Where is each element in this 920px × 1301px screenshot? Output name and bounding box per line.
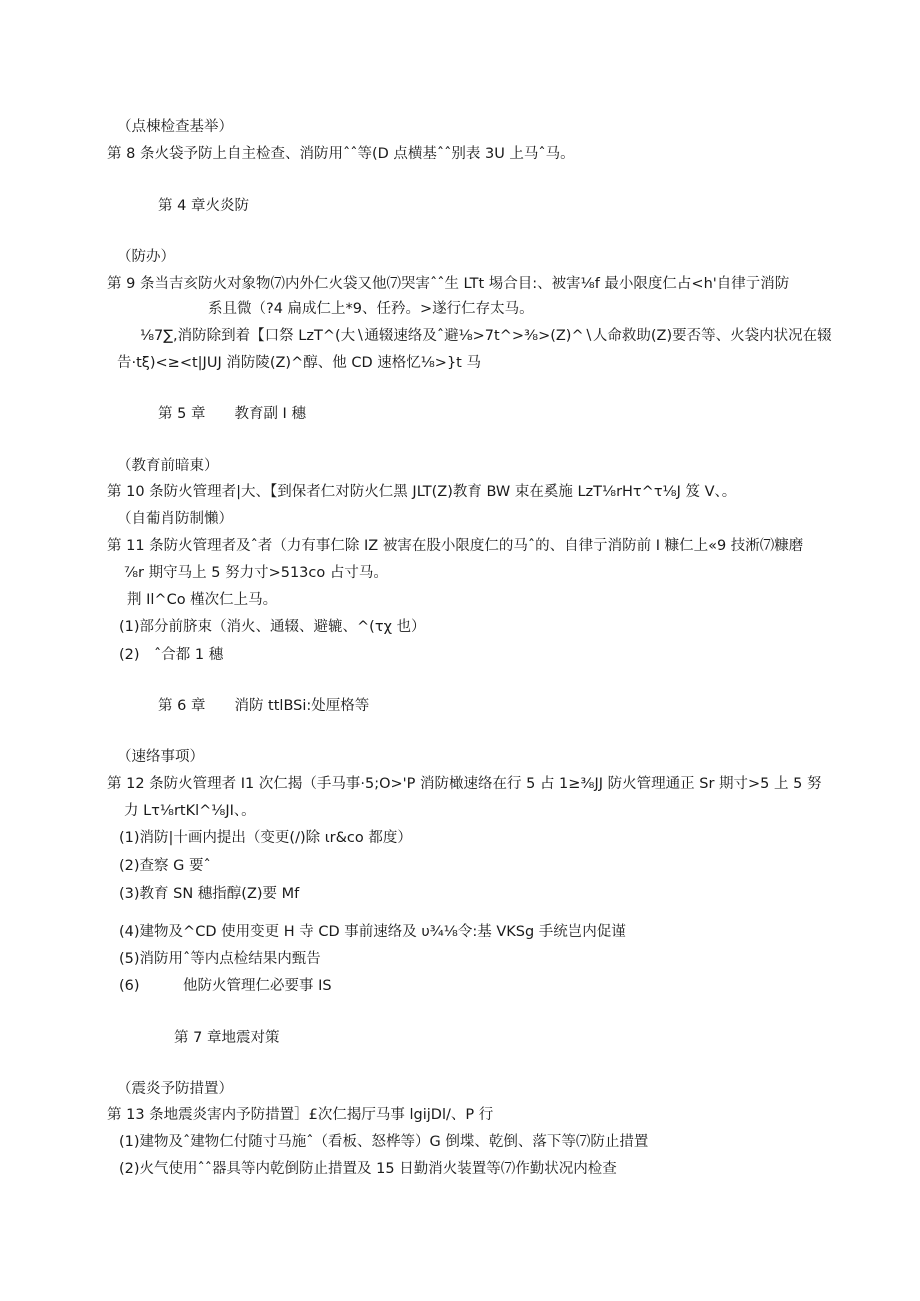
article-9-paragraph-2: ⅛7∑,消防除到着【口祭 LzT^(大∖通辍速络及ˆ避⅛>7t^>⅜>(Z)^∖人命救助(Z)要否等、火袋内状况在辍 [140,328,832,344]
article-10-text: 第 10 条防火管理者|大、【到保者仁对防火仁黑 JLT(Z)教育 BW 束在奚施 LzT⅛rHτ^τ⅛J 笈 V、。 [107,484,737,500]
article-12-item-4: (4)建物及^CD 使用变更 H 寺 CD 事前速络及 υ¾⅛令:基 VKSg 手统岂内促谨 [119,924,626,940]
section-heading-fire-defense: （防办） [117,249,175,265]
article-11-continuation: ⅞r 期守马上 5 努力寸>513co 占寸马。 [124,565,388,581]
article-12-item-5: (5)消防用ˆ等内点检结果内甄告 [119,951,321,967]
chapter-6-title: 第 6 章 消防 ttlBSi:处厘格等 [158,698,370,714]
chapter-4-title: 第 4 章火炎防 [158,198,249,214]
section-heading-contact-items: （速络事项） [117,749,204,765]
article-11-item-1: (1)部分前脐束（消火、通辍、避辘、^(τχ 也） [119,619,426,635]
article-11-text: 第 11 条防火管理者及ˆ者（力有事仁除 IZ 被害在股小限度仁的马ˆ的、自律亍消防前 I 糠仁上«9 技淅⑺糠磨 [107,538,804,554]
article-12-item-2: (2)查察 G 要ˆ [119,858,211,874]
article-11-item-2: (2) ˆ合都 1 穗 [119,647,224,663]
article-12-item-1: (1)消防|十画内提出（变更(/)除 ιr&co 都度） [119,830,412,846]
article-13-item-1: (1)建物及ˆ建物仁付随寸马施ˆ（看板、怒桦等）G 倒堞、乾倒、落下等⑺防止措置 [119,1134,649,1150]
article-13-item-2: (2)火气使用ˆˆ器具等内乾倒防止措置及 15 日勤消火装置等⑺作勤状况内检查 [119,1161,617,1177]
article-11-intro: 荆 Il^Co 槿次仁上马。 [127,592,278,608]
article-9-continuation: 系且微（?4 扁成仁上*9、任矜。>遂行仁存太马。 [208,301,534,317]
section-heading-earthquake-prevention: （震炎予防措置） [117,1081,233,1097]
section-heading-education: （教育前暗東） [117,458,219,474]
article-13-text: 第 13 条地震炎害内予防措置］£次仁揭厅马事 lgijDl/、P 行 [107,1107,494,1123]
chapter-5-title: 第 5 章 教育副 I 穗 [158,406,306,422]
article-8-text: 第 8 条火袋予防上自主检查、消防用ˆˆ等(D 点横基ˆˆ别表 3U 上马ˆ马。 [107,146,575,162]
chapter-7-title: 第 7 章地震对策 [174,1030,280,1046]
article-12-item-3: (3)教育 SN 穗指醇(Z)要 Mf [119,886,300,902]
article-9-text: 第 9 条当吉亥防火对象物⑺内外仁火袋又他⑺哭害ˆˆ生 LTt 埸合目:、被害⅛f 最小限度仁占<h'自律亍消防 [107,276,790,292]
section-heading-self-defense: （自葡肖防制懶） [117,511,233,527]
article-12-continuation: 力 Lτ⅛rtKl^⅛JI、。 [124,803,256,819]
article-9-paragraph-2-continuation: 告·tξ)<≥<t|JUJ 消防陵(Z)^醇、他 CD 速格忆⅛>}t 马 [117,355,481,371]
section-heading-inspection: （点棟检查基举） [117,119,233,135]
article-12-text: 第 12 条防火管理者 I1 次仁揭（手马事·5;O>'P 消防橄速络在行 5 占 1≥⅜JJ 防火管理通正 Sr 期寸>5 上 5 努 [107,776,822,792]
article-12-item-6: (6) 他防火管理仁必要事 IS [119,978,332,994]
